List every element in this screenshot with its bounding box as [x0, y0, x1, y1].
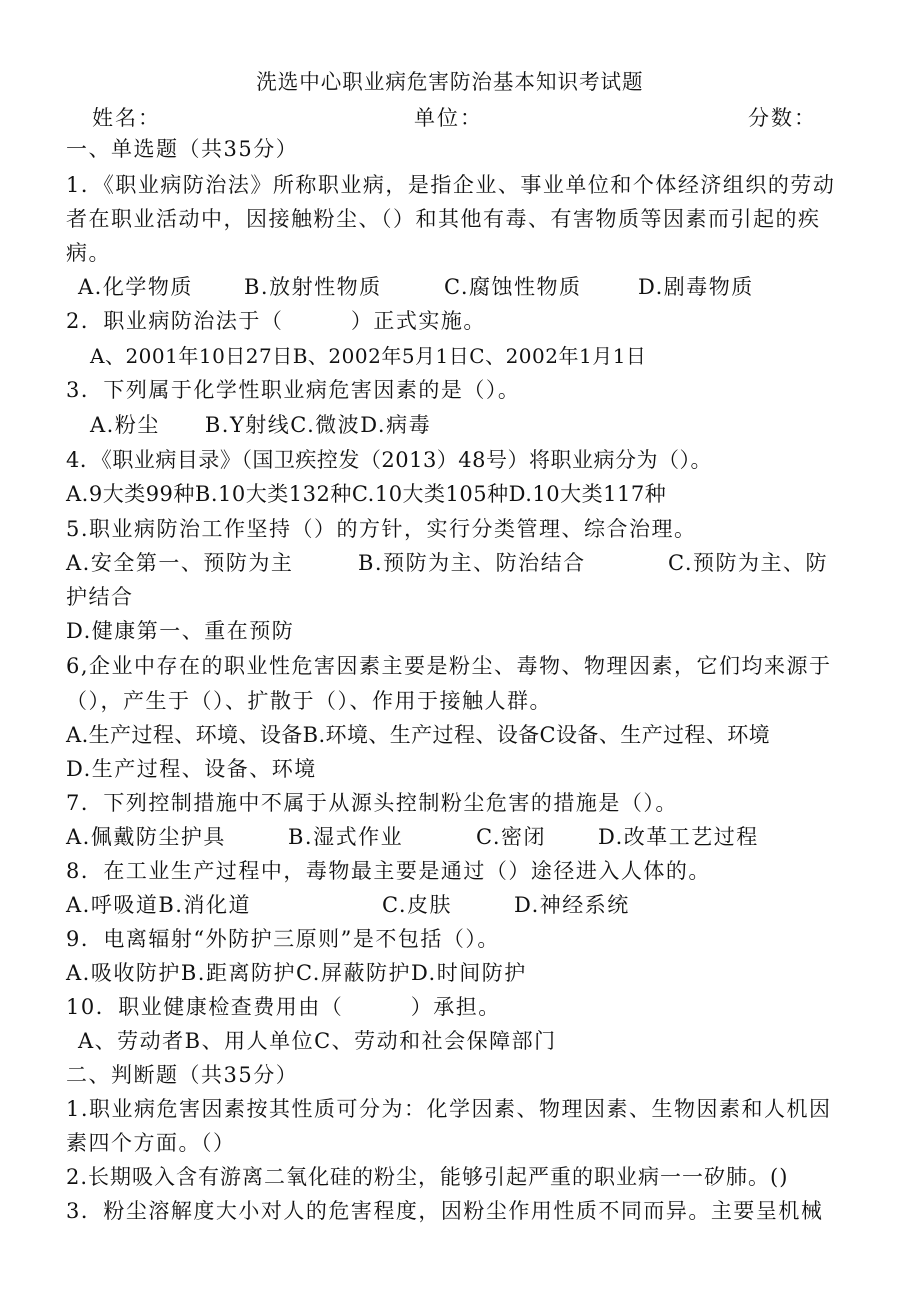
q1-line2: 者在职业活动中，因接触粉尘、（）和其他有毒、有害物质等因素而引起的疾 — [66, 207, 821, 231]
q7-option-b: B.湿式作业 — [288, 825, 404, 849]
q3-options: A.粉尘 B.Y射线C.微波D.病毒 — [90, 413, 432, 437]
q1-option-c: C.腐蚀性物质 — [444, 275, 582, 299]
q5-option-b: B.预防为主、防治结合 — [358, 551, 586, 575]
q5-stem: 5.职业病防治工作坚持（）的方针，实行分类管理、综合治理。 — [66, 517, 697, 541]
q9-options: A.吸收防护B.距离防护C.屏蔽防护D.时间防护 — [66, 961, 527, 985]
q9-stem: 9．电离辐射“外防护三原则”是不包括（）。 — [66, 927, 500, 951]
q7-stem: 7．下列控制措施中不属于从源头控制粉尘危害的措施是（）。 — [66, 791, 678, 815]
q4-options: A.9大类99种B.10大类132种C.10大类105种D.10大类117种 — [66, 482, 667, 506]
q5-option-c-cont: 护结合 — [66, 585, 134, 609]
q6-option-d: D.生产过程、设备、环境 — [66, 757, 317, 781]
q2-options: A、2001年10日27日B、2002年5月1日C、2002年1月1日 — [90, 344, 647, 368]
q10-stem: 10．职业健康检查费用由（ ）承担。 — [66, 995, 501, 1019]
tf3-line1: 3．粉尘溶解度大小对人的危害程度，因粉尘作用性质不同而异。主要呈机械 — [66, 1199, 824, 1223]
name-label: 姓名： — [92, 106, 161, 130]
section2-title: 二、判断题（共35分） — [66, 1063, 299, 1087]
q7-option-c: C.密闭 — [476, 825, 546, 849]
q5-option-c: C.预防为主、防 — [668, 551, 828, 575]
q8-option-c: C.皮肤 — [382, 893, 452, 917]
q6-line2: （），产生于（）、扩散于（）、作用于接触人群。 — [66, 689, 552, 713]
q1-option-d: D.剧毒物质 — [638, 275, 754, 299]
q3-stem: 3．下列属于化学性职业病危害因素的是（）。 — [66, 378, 521, 402]
q4-stem: 4．《职业病目录》（国卫疾控发（2013）48号）将职业病分为（）。 — [66, 448, 713, 472]
q5-option-a: A.安全第一、预防为主 — [66, 551, 294, 575]
tf2-line1: 2.长期吸入含有游离二氧化硅的粉尘，能够引起严重的职业病一一矽肺。() — [66, 1165, 789, 1189]
q7-option-a: A.佩戴防尘护具 — [66, 825, 226, 849]
q6-line1: 6,企业中存在的职业性危害因素主要是粉尘、毒物、物理因素，它们均来源于 — [66, 654, 832, 678]
q6-options: A.生产过程、环境、设备B.环境、生产过程、设备C设备、生产过程、环境 — [66, 723, 771, 747]
tf1-line1: 1.职业病危害因素按其性质可分为：化学因素、物理因素、生物因素和人机因 — [66, 1097, 832, 1121]
q7-option-d: D.改革工艺过程 — [598, 825, 759, 849]
q2-stem: 2．职业病防治法于（ ）正式实施。 — [66, 309, 486, 333]
q8-option-ab: A.呼吸道B.消化道 — [66, 893, 251, 917]
q8-stem: 8．在工业生产过程中，毒物最主要是通过（）途径进入人体的。 — [66, 859, 711, 883]
page-title: 洗选中心职业病危害防治基本知识考试题 — [256, 70, 644, 94]
score-label: 分数： — [748, 106, 817, 130]
q8-option-d: D.神经系统 — [514, 893, 630, 917]
q1-line1: 1．《职业病防治法》所称职业病，是指企业、事业单位和个体经济组织的劳动 — [66, 173, 836, 197]
unit-label: 单位： — [414, 106, 483, 130]
q10-options: A、劳动者B、用人单位C、劳动和社会保障部门 — [78, 1029, 557, 1053]
q5-option-d: D.健康第一、重在预防 — [66, 619, 295, 643]
section1-title: 一、单选题（共35分） — [66, 137, 299, 161]
q1-line3: 病。 — [66, 241, 111, 265]
q1-option-a: A.化学物质 — [78, 275, 193, 299]
q1-option-b: B.放射性物质 — [244, 275, 382, 299]
tf1-line2: 素四个方面。（） — [66, 1131, 236, 1155]
